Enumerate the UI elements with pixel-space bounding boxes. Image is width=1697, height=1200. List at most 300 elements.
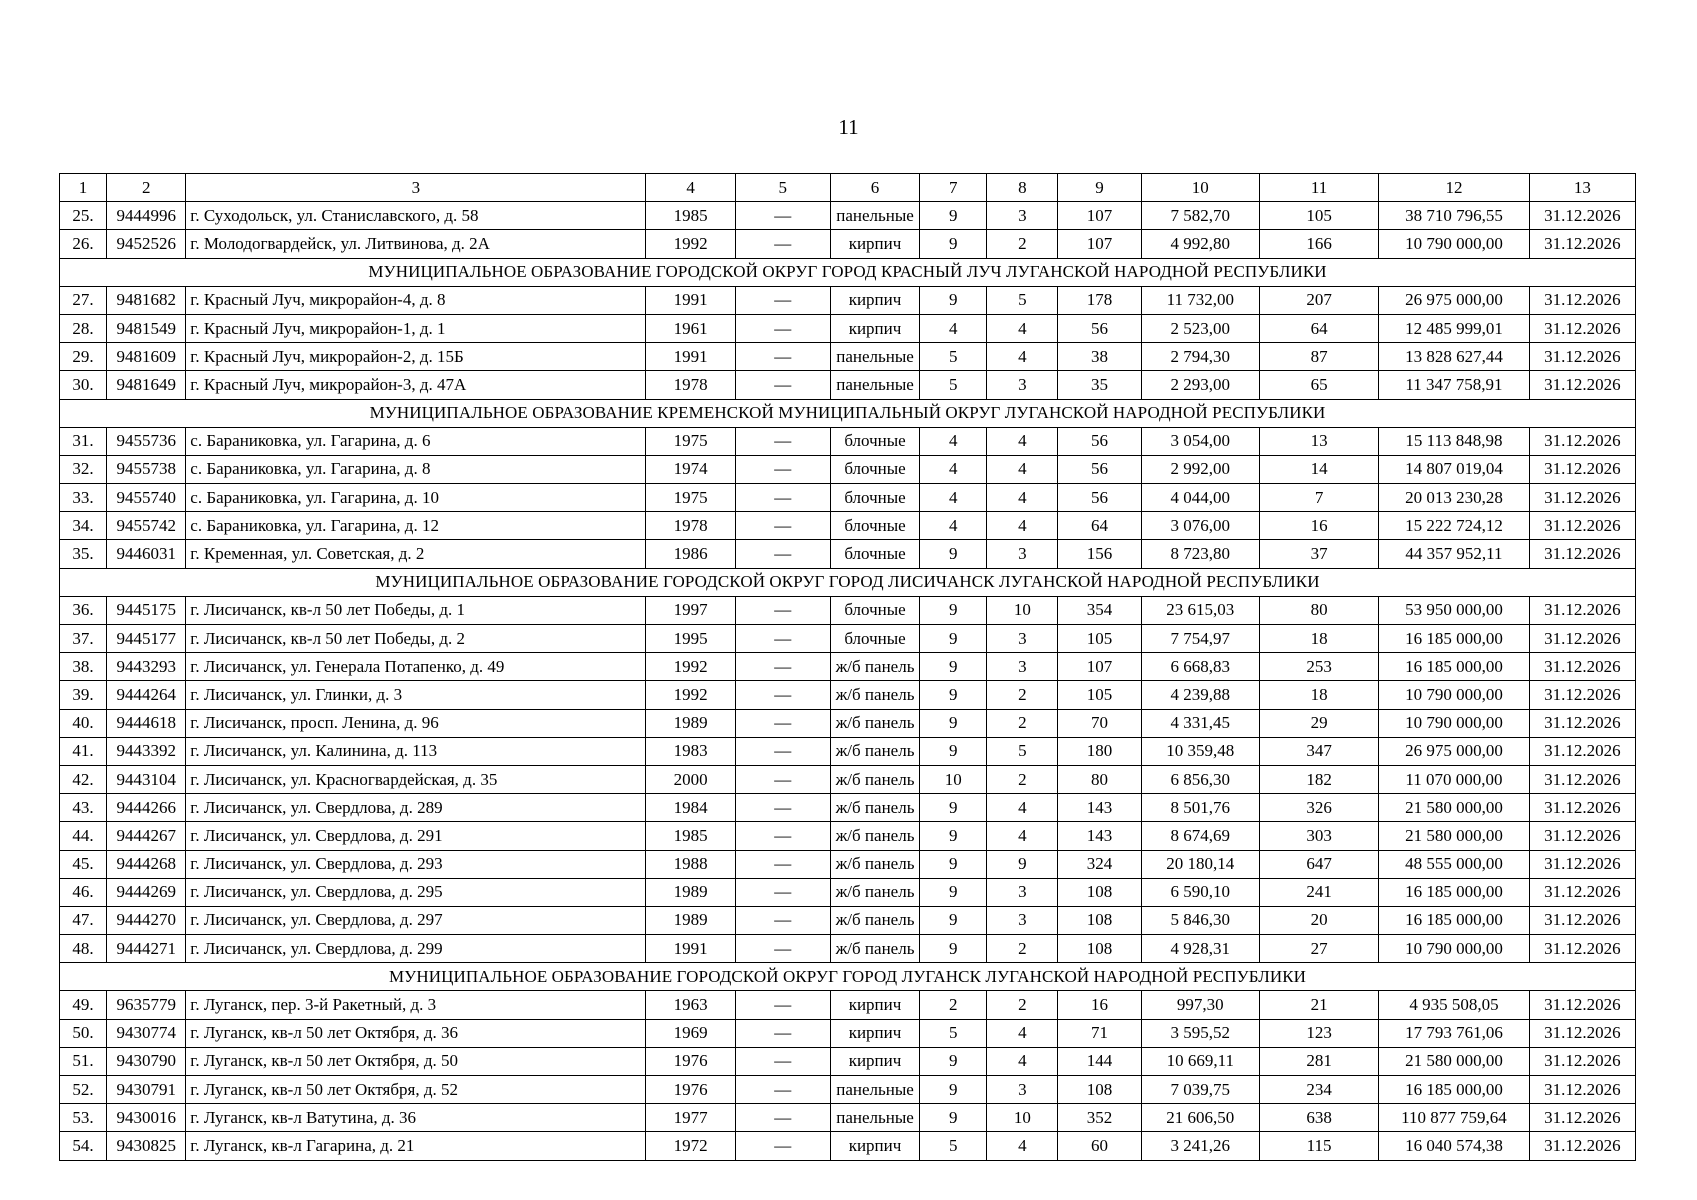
address-cell: г. Луганск, кв-л 50 лет Октября, д. 52 (186, 1076, 646, 1104)
completion-date-cell: 31.12.2026 (1529, 230, 1635, 258)
object-code-cell: 9445177 (107, 625, 186, 653)
column-header: 6 (830, 174, 919, 202)
total-area-cell: 7 039,75 (1141, 1076, 1259, 1104)
completion-date-cell: 31.12.2026 (1529, 314, 1635, 342)
cost-amount-cell: 16 185 000,00 (1379, 878, 1529, 906)
apartments-cell: 107 (1058, 653, 1141, 681)
cost-amount-cell: 10 790 000,00 (1379, 230, 1529, 258)
apartments-cell: 71 (1058, 1019, 1141, 1047)
section-header-row (60, 258, 1636, 286)
entrances-cell: 4 (987, 427, 1058, 455)
wall-material-cell: панельные (830, 343, 919, 371)
completion-date-cell: 31.12.2026 (1529, 737, 1635, 765)
row-index-cell: 36. (60, 596, 107, 624)
wall-material-cell: блочные (830, 512, 919, 540)
col-11-value-cell: 182 (1259, 765, 1378, 793)
cost-amount-cell: 11 070 000,00 (1379, 765, 1529, 793)
object-code-cell: 9455740 (107, 484, 186, 512)
entrances-cell: 10 (987, 1104, 1058, 1132)
total-area-cell: 10 669,11 (1141, 1047, 1259, 1075)
col-5-value-cell: — (735, 653, 830, 681)
apartments-cell: 80 (1058, 765, 1141, 793)
cost-amount-cell: 21 580 000,00 (1379, 822, 1529, 850)
col-5-value-cell: — (735, 427, 830, 455)
object-code-cell: 9444268 (107, 850, 186, 878)
entrances-cell: 4 (987, 512, 1058, 540)
apartments-cell: 35 (1058, 371, 1141, 399)
wall-material-cell: ж/б панель (830, 906, 919, 934)
cost-amount-cell: 48 555 000,00 (1379, 850, 1529, 878)
object-code-cell: 9430790 (107, 1047, 186, 1075)
col-5-value-cell: — (735, 1076, 830, 1104)
col-5-value-cell: — (735, 991, 830, 1019)
year-built-cell: 1988 (646, 850, 735, 878)
cost-amount-cell: 14 807 019,04 (1379, 455, 1529, 483)
col-5-value-cell: — (735, 540, 830, 568)
wall-material-cell: ж/б панель (830, 794, 919, 822)
object-code-cell: 9455738 (107, 455, 186, 483)
apartments-cell: 38 (1058, 343, 1141, 371)
row-index-cell: 32. (60, 455, 107, 483)
col-11-value-cell: 29 (1259, 709, 1378, 737)
table-body (60, 202, 1636, 1160)
column-header: 11 (1259, 174, 1378, 202)
entrances-cell: 2 (987, 230, 1058, 258)
wall-material-cell: кирпич (830, 1047, 919, 1075)
completion-date-cell: 31.12.2026 (1529, 202, 1635, 230)
total-area-cell: 2 794,30 (1141, 343, 1259, 371)
column-header: 2 (107, 174, 186, 202)
floors-cell: 9 (920, 850, 987, 878)
wall-material-cell: ж/б панель (830, 681, 919, 709)
column-number-header-row (60, 174, 1636, 202)
address-cell: г. Красный Луч, микрорайон-2, д. 15Б (186, 343, 646, 371)
address-cell: г. Лисичанск, ул. Калинина, д. 113 (186, 737, 646, 765)
apartments-cell: 108 (1058, 878, 1141, 906)
col-11-value-cell: 234 (1259, 1076, 1378, 1104)
housing-register-table (59, 173, 1636, 1161)
row-index-cell: 39. (60, 681, 107, 709)
wall-material-cell: блочные (830, 596, 919, 624)
table-row (60, 709, 1636, 737)
total-area-cell: 3 595,52 (1141, 1019, 1259, 1047)
wall-material-cell: ж/б панель (830, 850, 919, 878)
col-11-value-cell: 18 (1259, 625, 1378, 653)
table-row (60, 794, 1636, 822)
table-row (60, 991, 1636, 1019)
entrances-cell: 2 (987, 709, 1058, 737)
wall-material-cell: кирпич (830, 991, 919, 1019)
entrances-cell: 3 (987, 653, 1058, 681)
object-code-cell: 9443293 (107, 653, 186, 681)
year-built-cell: 1972 (646, 1132, 735, 1160)
col-5-value-cell: — (735, 906, 830, 934)
total-area-cell: 10 359,48 (1141, 737, 1259, 765)
section-header-row (60, 399, 1636, 427)
apartments-cell: 107 (1058, 230, 1141, 258)
year-built-cell: 1989 (646, 906, 735, 934)
col-11-value-cell: 13 (1259, 427, 1378, 455)
row-index-cell: 37. (60, 625, 107, 653)
apartments-cell: 108 (1058, 906, 1141, 934)
address-cell: г. Кременная, ул. Советская, д. 2 (186, 540, 646, 568)
year-built-cell: 1976 (646, 1076, 735, 1104)
row-index-cell: 38. (60, 653, 107, 681)
year-built-cell: 1984 (646, 794, 735, 822)
apartments-cell: 143 (1058, 794, 1141, 822)
col-5-value-cell: — (735, 286, 830, 314)
municipality-title: МУНИЦИПАЛЬНОЕ ОБРАЗОВАНИЕ ГОРОДСКОЙ ОКРУГ ГОРОД ЛИСИЧАНСК ЛУГАНСКОЙ НАРОДНОЙ РЕСПУБЛИКИ (60, 568, 1636, 596)
col-5-value-cell: — (735, 625, 830, 653)
entrances-cell: 4 (987, 484, 1058, 512)
year-built-cell: 1991 (646, 935, 735, 963)
year-built-cell: 1978 (646, 512, 735, 540)
cost-amount-cell: 38 710 796,55 (1379, 202, 1529, 230)
section-header-row (60, 963, 1636, 991)
object-code-cell: 9444264 (107, 681, 186, 709)
col-5-value-cell: — (735, 455, 830, 483)
apartments-cell: 107 (1058, 202, 1141, 230)
floors-cell: 9 (920, 1076, 987, 1104)
row-index-cell: 48. (60, 935, 107, 963)
object-code-cell: 9481609 (107, 343, 186, 371)
object-code-cell: 9445175 (107, 596, 186, 624)
completion-date-cell: 31.12.2026 (1529, 1104, 1635, 1132)
row-index-cell: 33. (60, 484, 107, 512)
year-built-cell: 1969 (646, 1019, 735, 1047)
entrances-cell: 4 (987, 343, 1058, 371)
col-11-value-cell: 241 (1259, 878, 1378, 906)
completion-date-cell: 31.12.2026 (1529, 906, 1635, 934)
total-area-cell: 5 846,30 (1141, 906, 1259, 934)
column-header: 3 (186, 174, 646, 202)
entrances-cell: 4 (987, 314, 1058, 342)
table-row (60, 202, 1636, 230)
address-cell: г. Лисичанск, ул. Глинки, д. 3 (186, 681, 646, 709)
completion-date-cell: 31.12.2026 (1529, 1132, 1635, 1160)
cost-amount-cell: 16 185 000,00 (1379, 653, 1529, 681)
total-area-cell: 3 076,00 (1141, 512, 1259, 540)
total-area-cell: 7 754,97 (1141, 625, 1259, 653)
municipality-title: МУНИЦИПАЛЬНОЕ ОБРАЗОВАНИЕ ГОРОДСКОЙ ОКРУГ ГОРОД ЛУГАНСК ЛУГАНСКОЙ НАРОДНОЙ РЕСПУБЛИКИ (60, 963, 1636, 991)
wall-material-cell: кирпич (830, 1019, 919, 1047)
entrances-cell: 3 (987, 1076, 1058, 1104)
object-code-cell: 9635779 (107, 991, 186, 1019)
object-code-cell: 9444269 (107, 878, 186, 906)
col-11-value-cell: 14 (1259, 455, 1378, 483)
cost-amount-cell: 26 975 000,00 (1379, 737, 1529, 765)
address-cell: с. Бараниковка, ул. Гагарина, д. 6 (186, 427, 646, 455)
entrances-cell: 5 (987, 286, 1058, 314)
floors-cell: 10 (920, 765, 987, 793)
table-row (60, 653, 1636, 681)
apartments-cell: 324 (1058, 850, 1141, 878)
entrances-cell: 4 (987, 822, 1058, 850)
row-index-cell: 41. (60, 737, 107, 765)
entrances-cell: 3 (987, 878, 1058, 906)
apartments-cell: 352 (1058, 1104, 1141, 1132)
row-index-cell: 27. (60, 286, 107, 314)
address-cell: г. Лисичанск, ул. Свердлова, д. 291 (186, 822, 646, 850)
table-row (60, 455, 1636, 483)
floors-cell: 2 (920, 991, 987, 1019)
completion-date-cell: 31.12.2026 (1529, 822, 1635, 850)
floors-cell: 9 (920, 709, 987, 737)
table-row (60, 737, 1636, 765)
entrances-cell: 4 (987, 1132, 1058, 1160)
table-row (60, 906, 1636, 934)
floors-cell: 9 (920, 794, 987, 822)
completion-date-cell: 31.12.2026 (1529, 286, 1635, 314)
apartments-cell: 56 (1058, 484, 1141, 512)
col-11-value-cell: 638 (1259, 1104, 1378, 1132)
completion-date-cell: 31.12.2026 (1529, 935, 1635, 963)
total-area-cell: 4 044,00 (1141, 484, 1259, 512)
wall-material-cell: кирпич (830, 286, 919, 314)
row-index-cell: 34. (60, 512, 107, 540)
address-cell: с. Бараниковка, ул. Гагарина, д. 8 (186, 455, 646, 483)
object-code-cell: 9443392 (107, 737, 186, 765)
completion-date-cell: 31.12.2026 (1529, 709, 1635, 737)
col-11-value-cell: 80 (1259, 596, 1378, 624)
cost-amount-cell: 13 828 627,44 (1379, 343, 1529, 371)
wall-material-cell: кирпич (830, 230, 919, 258)
apartments-cell: 143 (1058, 822, 1141, 850)
floors-cell: 9 (920, 540, 987, 568)
table-row (60, 343, 1636, 371)
address-cell: г. Лисичанск, ул. Генерала Потапенко, д. 49 (186, 653, 646, 681)
col-11-value-cell: 18 (1259, 681, 1378, 709)
table-row (60, 935, 1636, 963)
completion-date-cell: 31.12.2026 (1529, 794, 1635, 822)
year-built-cell: 1963 (646, 991, 735, 1019)
floors-cell: 9 (920, 1047, 987, 1075)
object-code-cell: 9430825 (107, 1132, 186, 1160)
entrances-cell: 3 (987, 540, 1058, 568)
col-11-value-cell: 303 (1259, 822, 1378, 850)
row-index-cell: 30. (60, 371, 107, 399)
object-code-cell: 9455742 (107, 512, 186, 540)
row-index-cell: 51. (60, 1047, 107, 1075)
entrances-cell: 4 (987, 794, 1058, 822)
col-5-value-cell: — (735, 314, 830, 342)
col-11-value-cell: 647 (1259, 850, 1378, 878)
row-index-cell: 26. (60, 230, 107, 258)
apartments-cell: 108 (1058, 1076, 1141, 1104)
address-cell: г. Молодогвардейск, ул. Литвинова, д. 2А (186, 230, 646, 258)
table-row (60, 765, 1636, 793)
completion-date-cell: 31.12.2026 (1529, 343, 1635, 371)
floors-cell: 9 (920, 596, 987, 624)
total-area-cell: 4 331,45 (1141, 709, 1259, 737)
apartments-cell: 144 (1058, 1047, 1141, 1075)
object-code-cell: 9444996 (107, 202, 186, 230)
col-5-value-cell: — (735, 878, 830, 906)
cost-amount-cell: 21 580 000,00 (1379, 1047, 1529, 1075)
cost-amount-cell: 21 580 000,00 (1379, 794, 1529, 822)
col-5-value-cell: — (735, 1132, 830, 1160)
total-area-cell: 8 501,76 (1141, 794, 1259, 822)
wall-material-cell: блочные (830, 540, 919, 568)
wall-material-cell: ж/б панель (830, 737, 919, 765)
year-built-cell: 1977 (646, 1104, 735, 1132)
floors-cell: 9 (920, 681, 987, 709)
cost-amount-cell: 44 357 952,11 (1379, 540, 1529, 568)
apartments-cell: 156 (1058, 540, 1141, 568)
floors-cell: 5 (920, 371, 987, 399)
floors-cell: 9 (920, 737, 987, 765)
wall-material-cell: панельные (830, 371, 919, 399)
row-index-cell: 31. (60, 427, 107, 455)
address-cell: г. Лисичанск, ул. Свердлова, д. 299 (186, 935, 646, 963)
row-index-cell: 28. (60, 314, 107, 342)
table-row (60, 681, 1636, 709)
row-index-cell: 45. (60, 850, 107, 878)
floors-cell: 9 (920, 230, 987, 258)
cost-amount-cell: 16 185 000,00 (1379, 625, 1529, 653)
wall-material-cell: панельные (830, 1104, 919, 1132)
col-11-value-cell: 7 (1259, 484, 1378, 512)
apartments-cell: 178 (1058, 286, 1141, 314)
apartments-cell: 16 (1058, 991, 1141, 1019)
col-5-value-cell: — (735, 371, 830, 399)
year-built-cell: 1961 (646, 314, 735, 342)
cost-amount-cell: 110 877 759,64 (1379, 1104, 1529, 1132)
column-header: 5 (735, 174, 830, 202)
floors-cell: 4 (920, 314, 987, 342)
wall-material-cell: ж/б панель (830, 822, 919, 850)
year-built-cell: 1986 (646, 540, 735, 568)
year-built-cell: 1991 (646, 286, 735, 314)
wall-material-cell: панельные (830, 202, 919, 230)
row-index-cell: 25. (60, 202, 107, 230)
cost-amount-cell: 16 185 000,00 (1379, 906, 1529, 934)
col-5-value-cell: — (735, 230, 830, 258)
municipality-title: МУНИЦИПАЛЬНОЕ ОБРАЗОВАНИЕ ГОРОДСКОЙ ОКРУГ ГОРОД КРАСНЫЙ ЛУЧ ЛУГАНСКОЙ НАРОДНОЙ РЕСПУБЛИКИ (60, 258, 1636, 286)
row-index-cell: 47. (60, 906, 107, 934)
cost-amount-cell: 4 935 508,05 (1379, 991, 1529, 1019)
table-row (60, 878, 1636, 906)
year-built-cell: 1992 (646, 653, 735, 681)
completion-date-cell: 31.12.2026 (1529, 596, 1635, 624)
completion-date-cell: 31.12.2026 (1529, 1047, 1635, 1075)
cost-amount-cell: 16 185 000,00 (1379, 1076, 1529, 1104)
address-cell: с. Бараниковка, ул. Гагарина, д. 12 (186, 512, 646, 540)
address-cell: г. Лисичанск, кв-л 50 лет Победы, д. 2 (186, 625, 646, 653)
total-area-cell: 997,30 (1141, 991, 1259, 1019)
object-code-cell: 9430016 (107, 1104, 186, 1132)
apartments-cell: 105 (1058, 681, 1141, 709)
column-header: 13 (1529, 174, 1635, 202)
completion-date-cell: 31.12.2026 (1529, 1076, 1635, 1104)
floors-cell: 9 (920, 653, 987, 681)
object-code-cell: 9444266 (107, 794, 186, 822)
address-cell: г. Красный Луч, микрорайон-3, д. 47А (186, 371, 646, 399)
column-header: 7 (920, 174, 987, 202)
year-built-cell: 1978 (646, 371, 735, 399)
entrances-cell: 10 (987, 596, 1058, 624)
wall-material-cell: блочные (830, 427, 919, 455)
address-cell: с. Бараниковка, ул. Гагарина, д. 10 (186, 484, 646, 512)
address-cell: г. Лисичанск, ул. Свердлова, д. 297 (186, 906, 646, 934)
col-11-value-cell: 65 (1259, 371, 1378, 399)
floors-cell: 9 (920, 625, 987, 653)
total-area-cell: 8 674,69 (1141, 822, 1259, 850)
cost-amount-cell: 11 347 758,91 (1379, 371, 1529, 399)
row-index-cell: 53. (60, 1104, 107, 1132)
col-11-value-cell: 37 (1259, 540, 1378, 568)
page-number: 11 (838, 115, 859, 139)
year-built-cell: 1992 (646, 230, 735, 258)
wall-material-cell: блочные (830, 625, 919, 653)
col-5-value-cell: — (735, 202, 830, 230)
apartments-cell: 180 (1058, 737, 1141, 765)
table-row (60, 286, 1636, 314)
address-cell: г. Лисичанск, ул. Свердлова, д. 289 (186, 794, 646, 822)
floors-cell: 9 (920, 906, 987, 934)
table-row (60, 427, 1636, 455)
col-5-value-cell: — (735, 850, 830, 878)
completion-date-cell: 31.12.2026 (1529, 878, 1635, 906)
total-area-cell: 21 606,50 (1141, 1104, 1259, 1132)
apartments-cell: 70 (1058, 709, 1141, 737)
entrances-cell: 9 (987, 850, 1058, 878)
table-row (60, 822, 1636, 850)
table-row (60, 230, 1636, 258)
object-code-cell: 9452526 (107, 230, 186, 258)
year-built-cell: 1992 (646, 681, 735, 709)
completion-date-cell: 31.12.2026 (1529, 681, 1635, 709)
completion-date-cell: 31.12.2026 (1529, 850, 1635, 878)
total-area-cell: 2 523,00 (1141, 314, 1259, 342)
row-index-cell: 49. (60, 991, 107, 1019)
address-cell: г. Лисичанск, просп. Ленина, д. 96 (186, 709, 646, 737)
wall-material-cell: ж/б панель (830, 935, 919, 963)
floors-cell: 4 (920, 484, 987, 512)
year-built-cell: 1976 (646, 1047, 735, 1075)
completion-date-cell: 31.12.2026 (1529, 1019, 1635, 1047)
entrances-cell: 4 (987, 455, 1058, 483)
row-index-cell: 50. (60, 1019, 107, 1047)
table-row (60, 850, 1636, 878)
floors-cell: 9 (920, 202, 987, 230)
floors-cell: 4 (920, 427, 987, 455)
object-code-cell: 9444270 (107, 906, 186, 934)
completion-date-cell: 31.12.2026 (1529, 653, 1635, 681)
cost-amount-cell: 15 222 724,12 (1379, 512, 1529, 540)
col-5-value-cell: — (735, 709, 830, 737)
total-area-cell: 23 615,03 (1141, 596, 1259, 624)
table-row (60, 512, 1636, 540)
total-area-cell: 6 590,10 (1141, 878, 1259, 906)
object-code-cell: 9455736 (107, 427, 186, 455)
column-header: 9 (1058, 174, 1141, 202)
wall-material-cell: панельные (830, 1076, 919, 1104)
address-cell: г. Лисичанск, ул. Свердлова, д. 293 (186, 850, 646, 878)
row-index-cell: 29. (60, 343, 107, 371)
total-area-cell: 2 293,00 (1141, 371, 1259, 399)
address-cell: г. Лисичанск, кв-л 50 лет Победы, д. 1 (186, 596, 646, 624)
col-11-value-cell: 166 (1259, 230, 1378, 258)
year-built-cell: 1974 (646, 455, 735, 483)
col-5-value-cell: — (735, 1019, 830, 1047)
col-5-value-cell: — (735, 512, 830, 540)
object-code-cell: 9481649 (107, 371, 186, 399)
table-row (60, 1047, 1636, 1075)
cost-amount-cell: 20 013 230,28 (1379, 484, 1529, 512)
wall-material-cell: ж/б панель (830, 653, 919, 681)
table-row (60, 540, 1636, 568)
